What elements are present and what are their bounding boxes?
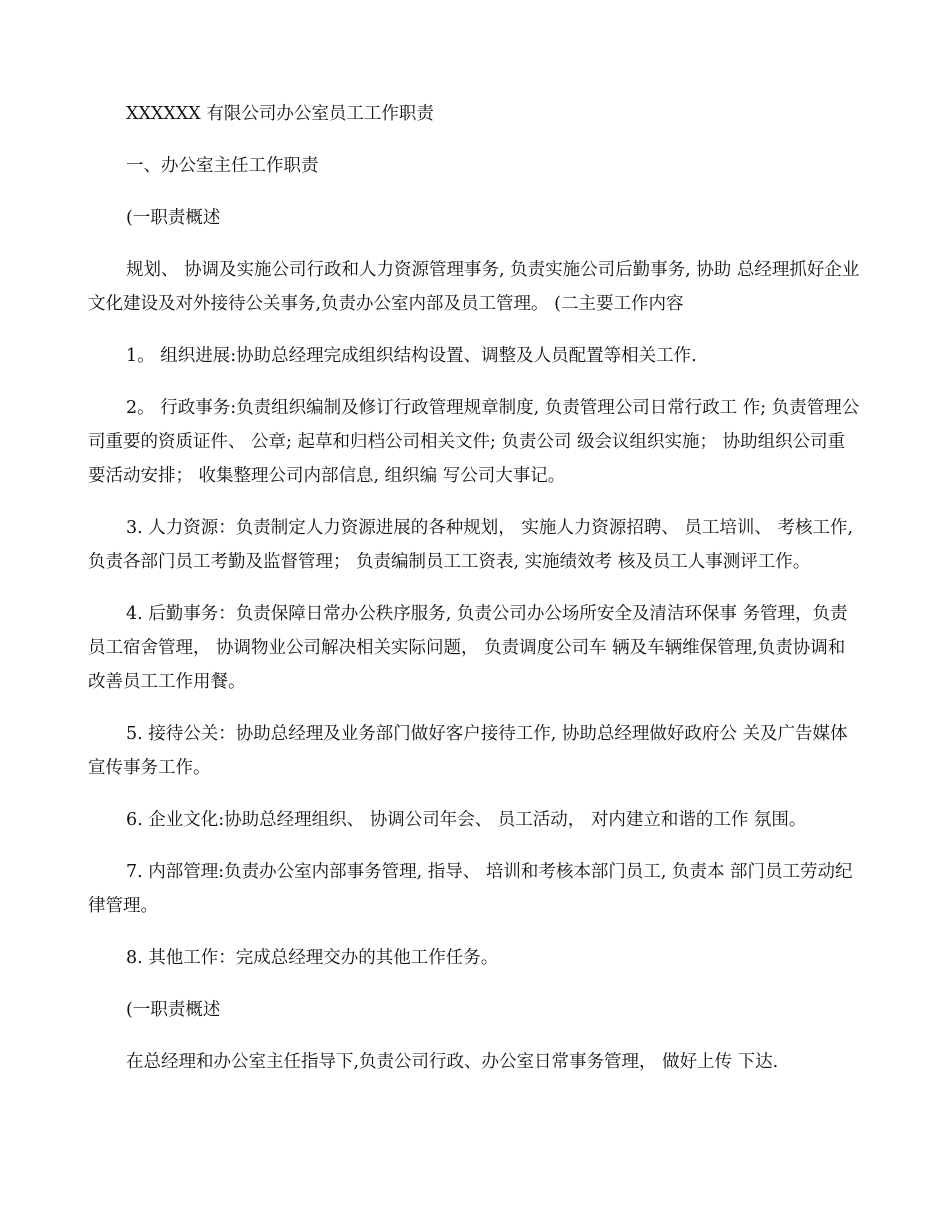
list-item: 2。 行政事务:负责组织编制及修订行政管理规章制度, 负责管理公司日常行政工 作; 负责管理公司重要的资质证件、 公章; 起草和归档公司相关文件; 负责公司 级会议组织实施； 协助组织公司重要活动安排； 收集整理公司内部信息, 组织编 写公司大事记。 xyxy=(88,398,860,486)
list-item: 3. 人力资源：负责制定人力资源进展的各种规划， 实施人力资源招聘、 员工培训、 考核工作, 负责各部门员工考勤及监督管理； 负责编制员工工资表, 实施绩效考 核及员工人事测评工作。 xyxy=(88,518,854,572)
list-item: 7. 内部管理:负责办公室内部事务管理, 指导、 培训和考核本部门员工, 负责本 部门员工劳动纪律管理。 xyxy=(88,862,853,916)
summary-paragraph-2: 在总经理和办公室主任指导下,负责公司行政、办公室日常事务管理， 做好上传 下达. xyxy=(126,1052,779,1072)
sub-heading-overview-2: (一职责概述 xyxy=(126,1000,221,1020)
list-item: 8. 其他工作：完成总经理交办的其他工作任务。 xyxy=(126,948,499,968)
section-heading: 一、办公室主任工作职责 xyxy=(126,156,319,176)
summary-paragraph: 规划、 协调及实施公司行政和人力资源管理事务, 负责实施公司后勤事务, 协助 总经理抓好企业文化建设及对外接待公关事务,负责办公室内部及员工管理。 (二主要工作内容 xyxy=(88,260,860,314)
document-title: XXXXXX 有限公司办公室员工工作职责 xyxy=(126,104,434,124)
sub-heading-overview: (一职责概述 xyxy=(126,208,221,228)
list-item: 6. 企业文化:协助总经理组织、 协调公司年会、 员工活动， 对内建立和谐的工作 氛围。 xyxy=(126,810,807,830)
list-item: 1。 组织进展:协助总经理完成组织结构设置、调整及人员配置等相关工作. xyxy=(126,346,697,366)
list-item: 4. 后勤事务：负责保障日常办公秩序服务, 负责公司办公场所安全及清洁环保事 务管理，负责员工宿舍管理， 协调物业公司解决相关实际问题， 负责调度公司车 辆及车辆维保管理,负责协调和改善员工工作用餐。 xyxy=(88,604,848,692)
list-item: 5. 接待公关：协助总经理及业务部门做好客户接待工作, 协助总经理做好政府公 关及广告媒体宣传事务工作。 xyxy=(88,724,848,778)
